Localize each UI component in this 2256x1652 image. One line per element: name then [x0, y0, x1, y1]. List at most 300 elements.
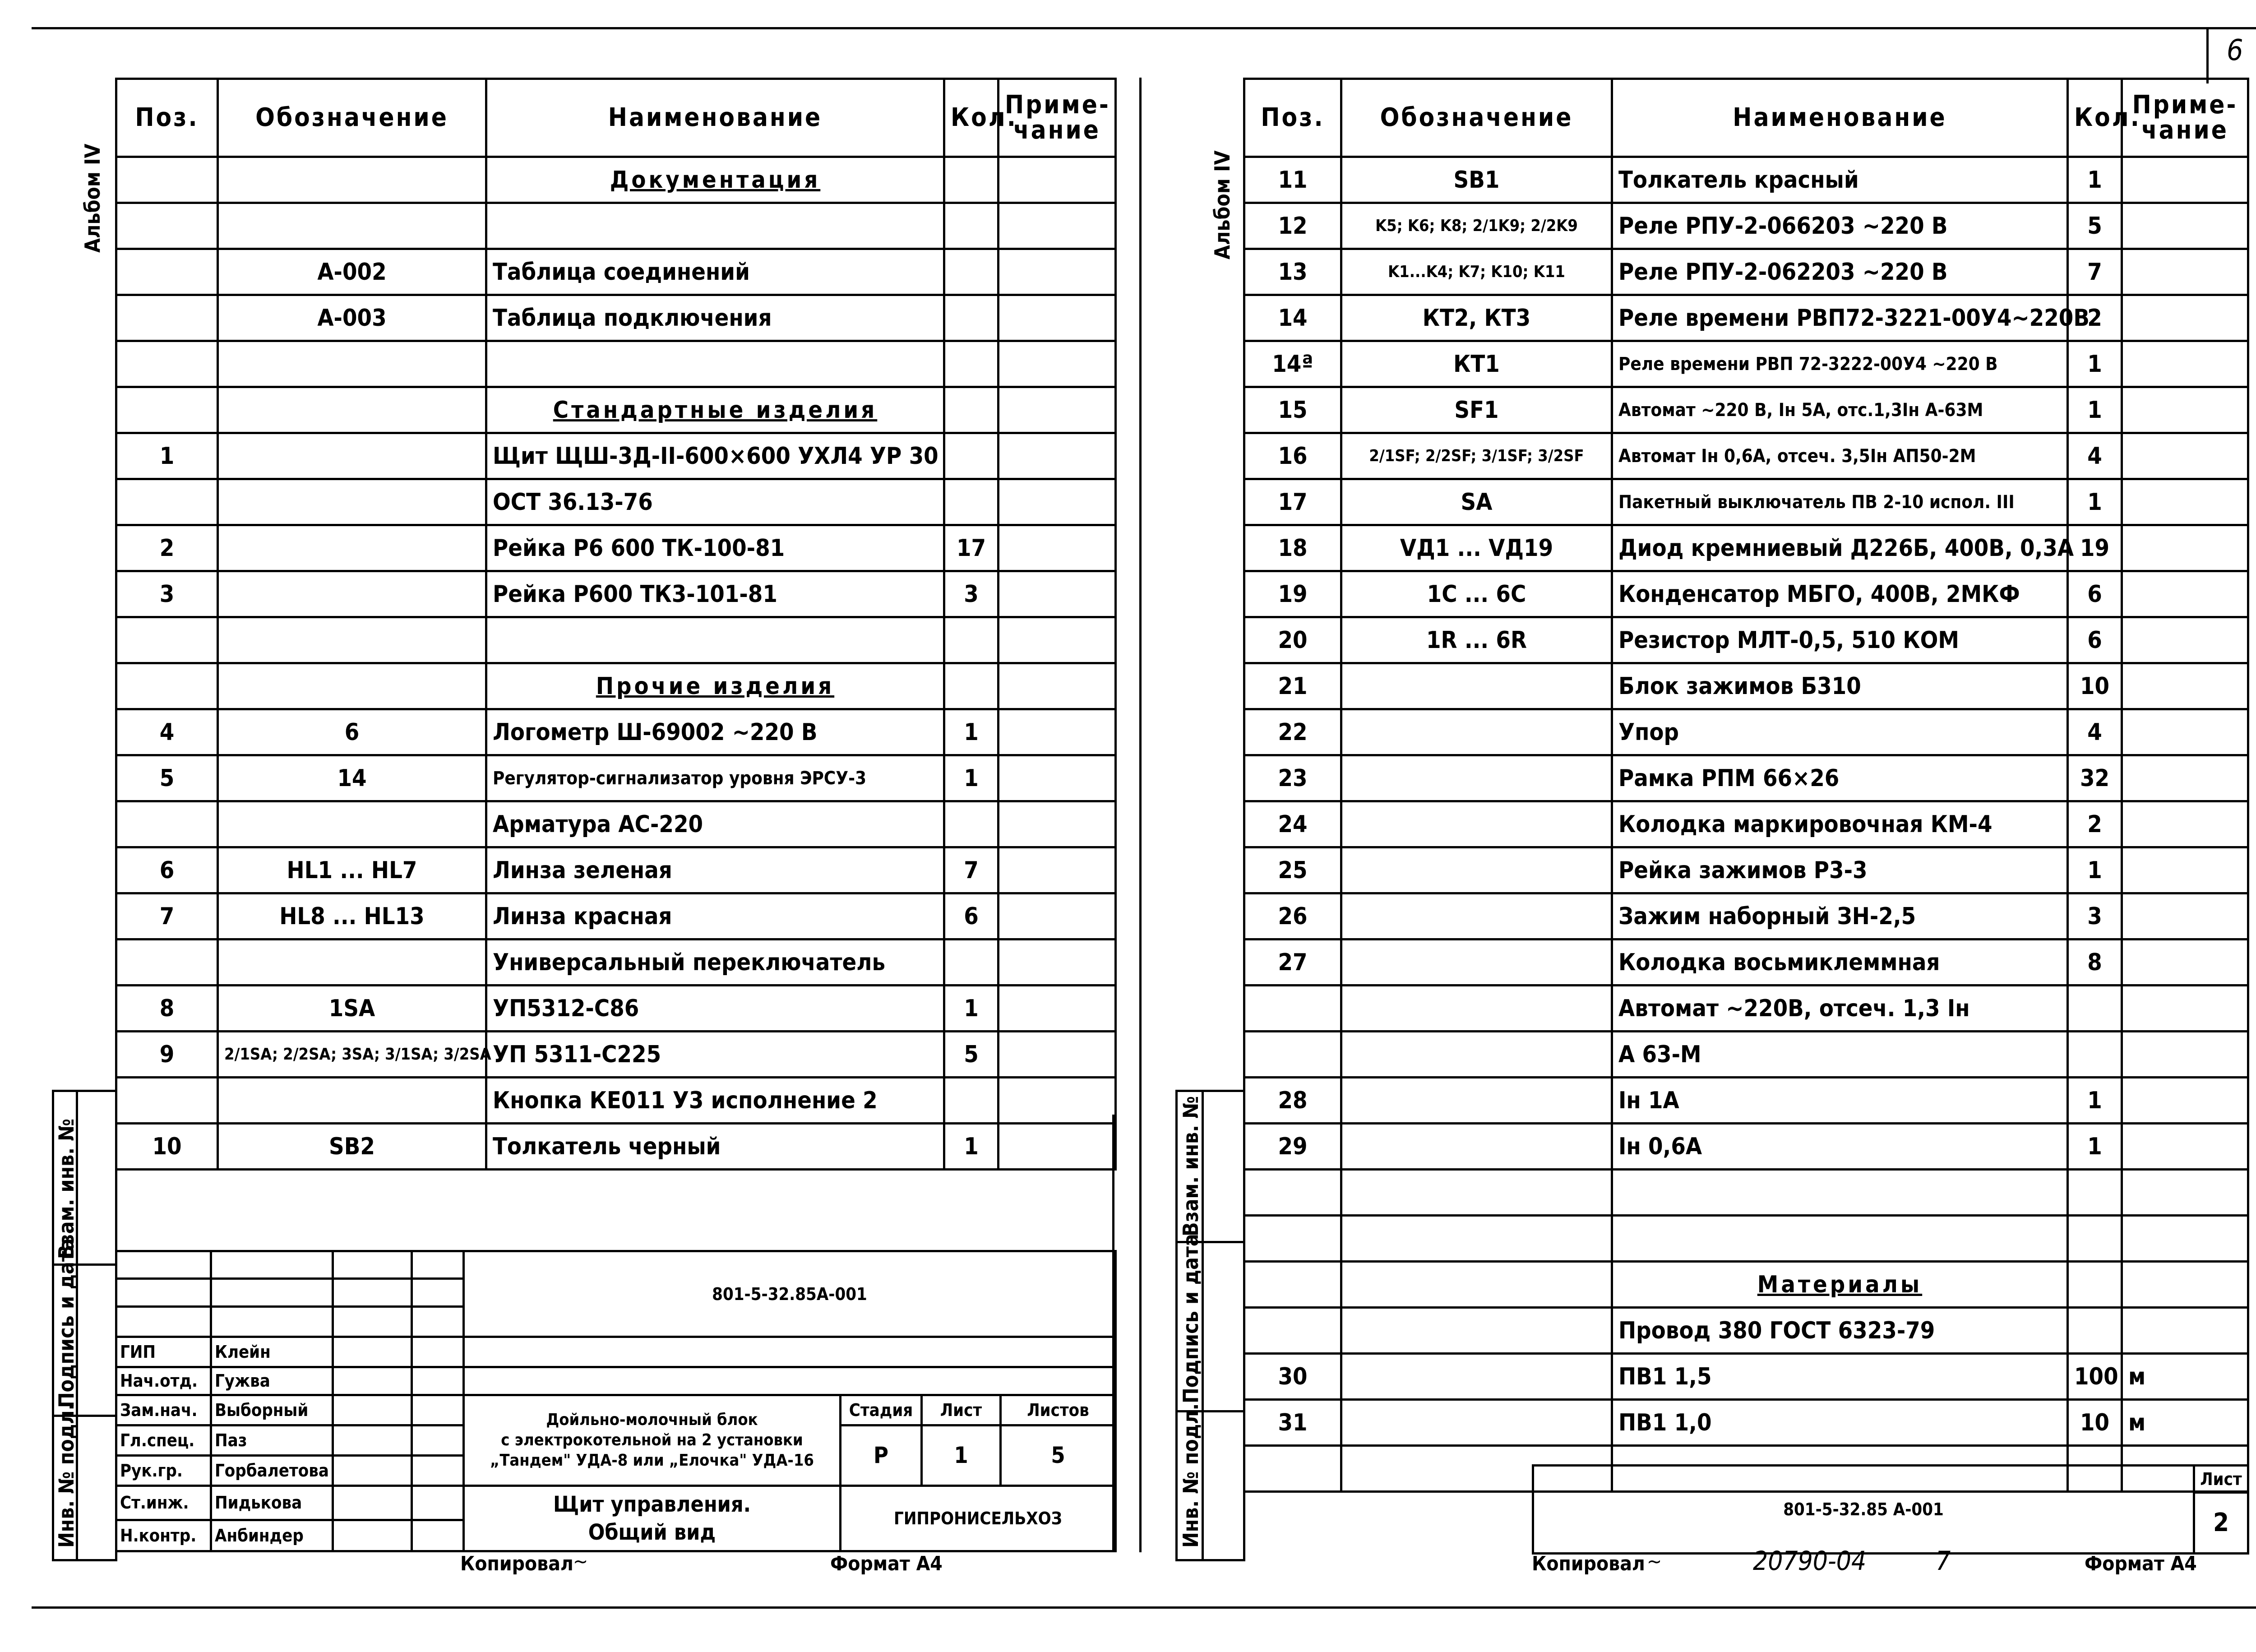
album-label-right: Альбом IV — [1210, 150, 1234, 259]
right-spec-row — [1244, 986, 2248, 1032]
name-cell — [486, 203, 944, 249]
designation-cell: 6 — [218, 709, 486, 755]
note-cell — [999, 1124, 1116, 1170]
designation-cell — [218, 341, 486, 387]
pos-cell: 26 — [1244, 893, 1341, 939]
note-cell — [999, 893, 1116, 939]
designation-cell — [218, 387, 486, 433]
designation-cell — [1341, 986, 1612, 1032]
left-spec-row — [116, 1078, 1116, 1124]
header-note-r: Приме- чание — [2122, 79, 2248, 157]
pos-cell — [116, 295, 218, 341]
designation-cell — [218, 525, 486, 571]
person-2: Выборный — [211, 1395, 333, 1425]
qty-cell: 3 — [944, 571, 999, 617]
qty-cell — [944, 249, 999, 295]
header-designation-r: Обозначение — [1341, 79, 1612, 157]
stage-value: Р — [841, 1425, 922, 1485]
pos-cell — [1244, 1216, 1341, 1262]
note-cell — [2122, 847, 2248, 893]
pos-cell: 1 — [116, 433, 218, 479]
qty-cell — [944, 203, 999, 249]
signature-2 — [333, 1395, 412, 1425]
right-sheet-value: 2 — [2194, 1493, 2248, 1554]
left-spec-row — [116, 617, 1116, 663]
name-cell — [486, 617, 944, 663]
spec-table-right — [1243, 78, 2249, 1493]
qty-cell — [944, 295, 999, 341]
signature-5 — [333, 1485, 412, 1520]
note-cell — [2122, 203, 2248, 249]
pos-cell — [116, 663, 218, 709]
designation-cell — [218, 479, 486, 525]
qty-cell: 7 — [2068, 249, 2122, 295]
name-cell: Толкатель красный — [1612, 157, 2068, 203]
designation-cell: КТ1 — [1341, 341, 1612, 387]
left-spec-row — [116, 663, 1116, 709]
qty-cell: 7 — [944, 847, 999, 893]
qty-cell: 100 — [2068, 1354, 2122, 1400]
pos-cell: 5 — [116, 755, 218, 801]
note-cell — [999, 755, 1116, 801]
qty-cell: 10 — [2068, 1400, 2122, 1446]
pos-cell — [116, 1078, 218, 1124]
note-cell — [2122, 939, 2248, 986]
note-cell — [2122, 1216, 2248, 1262]
sheet-value: 1 — [922, 1425, 1001, 1485]
designation-cell: 1R ... 6R — [1341, 617, 1612, 663]
note-cell — [2122, 663, 2248, 709]
note-cell — [999, 525, 1116, 571]
name-cell: Блок зажимов Б310 — [1612, 663, 2068, 709]
left-spec-row — [116, 1032, 1116, 1078]
name-cell: Арматура АС-220 — [486, 801, 944, 847]
qty-cell — [944, 433, 999, 479]
right-spec-row — [1244, 939, 2248, 986]
left-spec-row — [116, 525, 1116, 571]
note-cell — [2122, 571, 2248, 617]
header-pos: Поз. — [116, 79, 218, 157]
signature-6 — [333, 1520, 412, 1551]
copier-signature-right: ~ — [1647, 1550, 1662, 1573]
name-cell: Реле времени РВП72-3221-00У4~220В — [1612, 295, 2068, 341]
right-spec-row — [1244, 249, 2248, 295]
pos-cell: 18 — [1244, 525, 1341, 571]
qty-cell — [2068, 1170, 2122, 1216]
note-cell — [2122, 1032, 2248, 1078]
designation-cell: HL1 ... HL7 — [218, 847, 486, 893]
note-cell — [2122, 709, 2248, 755]
name-cell: Iн 0,6А — [1612, 1124, 2068, 1170]
role-6: Н.контр. — [116, 1520, 211, 1551]
person-6: Анбиндер — [211, 1520, 333, 1551]
left-spec-row — [116, 249, 1116, 295]
pos-cell — [116, 479, 218, 525]
designation-cell — [1341, 939, 1612, 986]
role-4: Рук.гр. — [116, 1455, 211, 1485]
name-cell — [1612, 1170, 2068, 1216]
pos-cell: 8 — [116, 986, 218, 1032]
qty-cell: 1 — [944, 709, 999, 755]
name-cell: Резистор МЛТ-0,5, 510 КОМ — [1612, 617, 2068, 663]
name-cell: Материалы — [1612, 1262, 2068, 1308]
pos-cell: 7 — [116, 893, 218, 939]
project-title: Дойльно-молочный блок с электрокотельной на 2 установки „Тандем" УДА-8 или „Елочка" УДА-16 — [464, 1395, 841, 1485]
note-cell — [999, 986, 1116, 1032]
sheets-label: Листов — [1001, 1395, 1116, 1425]
qty-cell — [2068, 1308, 2122, 1354]
qty-cell: 1 — [944, 755, 999, 801]
note-cell — [2122, 387, 2248, 433]
right-spec-row — [1244, 709, 2248, 755]
pos-cell — [1244, 1446, 1341, 1492]
center-divider — [1139, 78, 1142, 1552]
qty-cell: 1 — [2068, 387, 2122, 433]
designation-cell — [218, 1078, 486, 1124]
name-cell: УП 5311-С225 — [486, 1032, 944, 1078]
note-cell — [999, 1078, 1116, 1124]
note-cell — [2122, 249, 2248, 295]
pos-cell: 6 — [116, 847, 218, 893]
note-cell — [999, 295, 1116, 341]
person-4: Горбалетова — [211, 1455, 333, 1485]
left-spec-row — [116, 203, 1116, 249]
right-spec-row — [1244, 387, 2248, 433]
name-cell: Таблица подключения — [486, 295, 944, 341]
name-cell: Стандартные изделия — [486, 387, 944, 433]
pos-cell: 27 — [1244, 939, 1341, 986]
pos-cell — [1244, 1170, 1341, 1216]
qty-cell — [944, 157, 999, 203]
person-1: Гужва — [211, 1367, 333, 1395]
role-2: Зам.нач. — [116, 1395, 211, 1425]
note-cell — [999, 157, 1116, 203]
designation-cell: 14 — [218, 755, 486, 801]
stage-label: Стадия — [841, 1395, 922, 1425]
copier-signature-left: ~ — [573, 1550, 588, 1573]
note-cell — [2122, 433, 2248, 479]
side-vzam-right: Взам. инв. № — [1179, 1096, 1203, 1236]
qty-cell: 1 — [2068, 157, 2122, 203]
designation-cell — [218, 617, 486, 663]
note-cell — [999, 801, 1116, 847]
header-designation: Обозначение — [218, 79, 486, 157]
left-spec-row — [116, 709, 1116, 755]
right-spec-row — [1244, 479, 2248, 525]
pos-cell: 31 — [1244, 1400, 1341, 1446]
right-spec-row — [1244, 801, 2248, 847]
right-spec-row — [1244, 755, 2248, 801]
pos-cell — [116, 341, 218, 387]
qty-cell: 1 — [2068, 479, 2122, 525]
qty-cell: 5 — [2068, 203, 2122, 249]
left-spec-row — [116, 433, 1116, 479]
name-cell: Регулятор-сигнализатор уровня ЭРСУ-3 — [486, 755, 944, 801]
side-inv-left: Инв. № подл. — [54, 1403, 79, 1548]
qty-cell — [944, 479, 999, 525]
qty-cell: 1 — [2068, 1078, 2122, 1124]
designation-cell — [218, 157, 486, 203]
person-3: Паз — [211, 1425, 333, 1455]
left-spec-row — [116, 157, 1116, 203]
pos-cell: 15 — [1244, 387, 1341, 433]
role-1: Нач.отд. — [116, 1367, 211, 1395]
name-cell: Автомат ~220 В, Iн 5А, отс.1,3Iн А-63М — [1612, 387, 2068, 433]
qty-cell — [944, 1078, 999, 1124]
designation-cell: K5; K6; K8; 2/1K9; 2/2K9 — [1341, 203, 1612, 249]
footer-format-right: Формат А4 — [2085, 1552, 2197, 1575]
qty-cell: 6 — [944, 893, 999, 939]
pos-cell: 9 — [116, 1032, 218, 1078]
left-spec-row — [116, 986, 1116, 1032]
header-name-r: Наименование — [1612, 79, 2068, 157]
name-cell: Автомат Iн 0,6А, отсеч. 3,5Iн АП50-2М — [1612, 433, 2068, 479]
designation-cell: 1C ... 6C — [1341, 571, 1612, 617]
pos-cell: 14 — [1244, 295, 1341, 341]
designation-cell: А-003 — [218, 295, 486, 341]
album-label-left: Альбом IV — [80, 143, 105, 253]
footer-format-left: Формат А4 — [830, 1552, 943, 1575]
note-cell: м — [2122, 1354, 2248, 1400]
pos-cell: 22 — [1244, 709, 1341, 755]
left-spec-row — [116, 801, 1116, 847]
name-cell: Рамка РПМ 66×26 — [1612, 755, 2068, 801]
qty-cell — [944, 387, 999, 433]
right-spec-row — [1244, 1308, 2248, 1354]
pos-cell: 12 — [1244, 203, 1341, 249]
left-spec-row — [116, 341, 1116, 387]
note-cell — [2122, 295, 2248, 341]
side-inv-right: Инв. № подл. — [1179, 1403, 1203, 1548]
note-cell — [999, 249, 1116, 295]
person-0: Клейн — [211, 1337, 333, 1367]
note-cell — [999, 939, 1116, 986]
qty-cell: 2 — [2068, 295, 2122, 341]
name-cell: А 63-М — [1612, 1032, 2068, 1078]
note-cell — [2122, 479, 2248, 525]
name-cell: Толкатель черный — [486, 1124, 944, 1170]
note-cell — [2122, 617, 2248, 663]
right-spec-row — [1244, 1400, 2248, 1446]
qty-cell — [944, 939, 999, 986]
designation-cell: SB2 — [218, 1124, 486, 1170]
designation-cell: SA — [1341, 479, 1612, 525]
left-spec-row — [116, 893, 1116, 939]
name-cell: Рейка зажимов Р3-3 — [1612, 847, 2068, 893]
header-pos-r: Поз. — [1244, 79, 1341, 157]
pos-cell: 14ª — [1244, 341, 1341, 387]
qty-cell — [2068, 1216, 2122, 1262]
pos-cell — [116, 387, 218, 433]
note-cell — [2122, 157, 2248, 203]
pos-cell: 2 — [116, 525, 218, 571]
note-cell — [2122, 1078, 2248, 1124]
right-spec-row — [1244, 433, 2248, 479]
sheet-number: 6 — [2227, 34, 2243, 67]
top-border — [32, 27, 2256, 29]
pos-cell: 19 — [1244, 571, 1341, 617]
note-cell — [999, 203, 1116, 249]
designation-cell — [1341, 1354, 1612, 1400]
name-cell: Зажим наборный ЗН-2,5 — [1612, 893, 2068, 939]
pos-cell: 17 — [1244, 479, 1341, 525]
qty-cell: 19 — [2068, 525, 2122, 571]
name-cell: УП5312-С86 — [486, 986, 944, 1032]
left-spec-row — [116, 295, 1116, 341]
pos-cell — [1244, 1032, 1341, 1078]
name-cell: Рейка Р6 600 ТК-100-81 — [486, 525, 944, 571]
designation-cell — [218, 433, 486, 479]
qty-cell — [944, 801, 999, 847]
sheet-label: Лист — [922, 1395, 1001, 1425]
name-cell: Упор — [1612, 709, 2068, 755]
designation-cell — [1341, 893, 1612, 939]
pos-cell: 3 — [116, 571, 218, 617]
qty-cell: 4 — [2068, 433, 2122, 479]
designation-cell — [1341, 1216, 1612, 1262]
designation-cell — [1341, 1078, 1612, 1124]
name-cell: Реле времени РВП 72-3222-00У4 ~220 В — [1612, 341, 2068, 387]
drawing-title: Щит управления. Общий вид — [464, 1485, 841, 1551]
note-cell — [999, 479, 1116, 525]
pos-cell — [116, 617, 218, 663]
designation-cell — [1341, 801, 1612, 847]
left-spec-row — [116, 847, 1116, 893]
note-cell — [999, 341, 1116, 387]
signature-4 — [333, 1455, 412, 1485]
right-spec-row — [1244, 525, 2248, 571]
spec-table-left — [115, 78, 1117, 1171]
qty-cell — [944, 341, 999, 387]
pos-cell: 28 — [1244, 1078, 1341, 1124]
left-spec-row — [116, 755, 1116, 801]
name-cell: ПВ1 1,0 — [1612, 1400, 2068, 1446]
side-sign-left: Подпись и дата — [54, 1238, 79, 1408]
right-spec-row — [1244, 617, 2248, 663]
name-cell: Конденсатор МБГО, 400В, 2МКФ — [1612, 571, 2068, 617]
designation-cell: VД1 ... VД19 — [1341, 525, 1612, 571]
pos-cell: 20 — [1244, 617, 1341, 663]
header-qty-r: Кол. — [2068, 79, 2122, 157]
name-cell: Рейка Р600 ТК3-101-81 — [486, 571, 944, 617]
name-cell: Колодка маркировочная КМ-4 — [1612, 801, 2068, 847]
left-spec-row — [116, 939, 1116, 986]
qty-cell — [2068, 1032, 2122, 1078]
title-doc-code: 801-5-32.85А-001 — [464, 1251, 1116, 1337]
header-note: Приме- чание — [999, 79, 1116, 157]
name-cell: Логометр Ш-69002 ~220 В — [486, 709, 944, 755]
qty-cell: 5 — [944, 1032, 999, 1078]
name-cell: Пакетный выключатель ПВ 2-10 испол. III — [1612, 479, 2068, 525]
note-cell — [2122, 1170, 2248, 1216]
note-cell — [999, 387, 1116, 433]
note-cell — [2122, 1262, 2248, 1308]
right-doc-code: 801-5-32.85 А-001 — [1533, 1466, 2194, 1554]
pos-cell: 16 — [1244, 433, 1341, 479]
qty-cell: 3 — [2068, 893, 2122, 939]
right-spec-row — [1244, 1170, 2248, 1216]
signature-3 — [333, 1425, 412, 1455]
right-spec-row — [1244, 1354, 2248, 1400]
note-cell — [2122, 525, 2248, 571]
person-5: Пидькова — [211, 1485, 333, 1520]
qty-cell: 17 — [944, 525, 999, 571]
pos-cell: 11 — [1244, 157, 1341, 203]
qty-cell: 10 — [2068, 663, 2122, 709]
order-number: 20790-04 — [1753, 1546, 1867, 1576]
note-cell — [999, 617, 1116, 663]
left-spec-row — [116, 479, 1116, 525]
qty-cell — [944, 663, 999, 709]
note-cell — [2122, 341, 2248, 387]
qty-cell: 1 — [944, 986, 999, 1032]
designation-cell — [1341, 1262, 1612, 1308]
pos-cell — [116, 203, 218, 249]
right-spec-row — [1244, 1078, 2248, 1124]
qty-cell — [2068, 1262, 2122, 1308]
designation-cell: SF1 — [1341, 387, 1612, 433]
name-cell: Прочие изделия — [486, 663, 944, 709]
designation-cell — [1341, 755, 1612, 801]
organization: ГИПРОНИСЕЛЬХОЗ — [841, 1485, 1116, 1551]
title-block — [115, 1250, 1117, 1552]
name-cell: ПВ1 1,5 — [1612, 1354, 2068, 1400]
pos-cell: 4 — [116, 709, 218, 755]
qty-cell: 8 — [2068, 939, 2122, 986]
note-cell — [999, 1032, 1116, 1078]
designation-cell: КТ2, КТ3 — [1341, 295, 1612, 341]
signature-0 — [333, 1337, 412, 1367]
designation-cell — [218, 663, 486, 709]
pos-cell — [1244, 986, 1341, 1032]
sheet-box-left — [2206, 27, 2209, 83]
designation-cell — [1341, 847, 1612, 893]
qty-cell — [944, 617, 999, 663]
note-cell — [999, 847, 1116, 893]
pos-cell — [116, 157, 218, 203]
right-spec-row — [1244, 1216, 2248, 1262]
designation-cell — [1341, 1124, 1612, 1170]
qty-cell: 6 — [2068, 617, 2122, 663]
role-5: Ст.инж. — [116, 1485, 211, 1520]
qty-cell: 6 — [2068, 571, 2122, 617]
right-stamp — [1532, 1464, 2249, 1555]
designation-cell: 2/1SF; 2/2SF; 3/1SF; 3/2SF — [1341, 433, 1612, 479]
designation-cell — [218, 939, 486, 986]
side-vzam-left: Взам. инв. № — [54, 1118, 79, 1259]
footer-copied-left: Копировал — [460, 1552, 573, 1575]
pos-cell: 24 — [1244, 801, 1341, 847]
designation-cell: 1SA — [218, 986, 486, 1032]
pos-cell — [116, 939, 218, 986]
name-cell: Колодка восьмиклеммная — [1612, 939, 2068, 986]
signature-1 — [333, 1367, 412, 1395]
right-spec-row — [1244, 847, 2248, 893]
right-spec-row — [1244, 663, 2248, 709]
name-cell: Провод 380 ГОСТ 6323-79 — [1612, 1308, 2068, 1354]
qty-cell — [2068, 986, 2122, 1032]
qty-cell: 1 — [2068, 1124, 2122, 1170]
qty-cell: 2 — [2068, 801, 2122, 847]
name-cell: Автомат ~220В, отсеч. 1,3 Iн — [1612, 986, 2068, 1032]
note-cell — [999, 433, 1116, 479]
pos-cell — [116, 801, 218, 847]
name-cell — [486, 341, 944, 387]
left-spec-row — [116, 571, 1116, 617]
name-cell: Кнопка КЕ011 У3 исполнение 2 — [486, 1078, 944, 1124]
pos-cell — [116, 249, 218, 295]
note-cell — [2122, 801, 2248, 847]
